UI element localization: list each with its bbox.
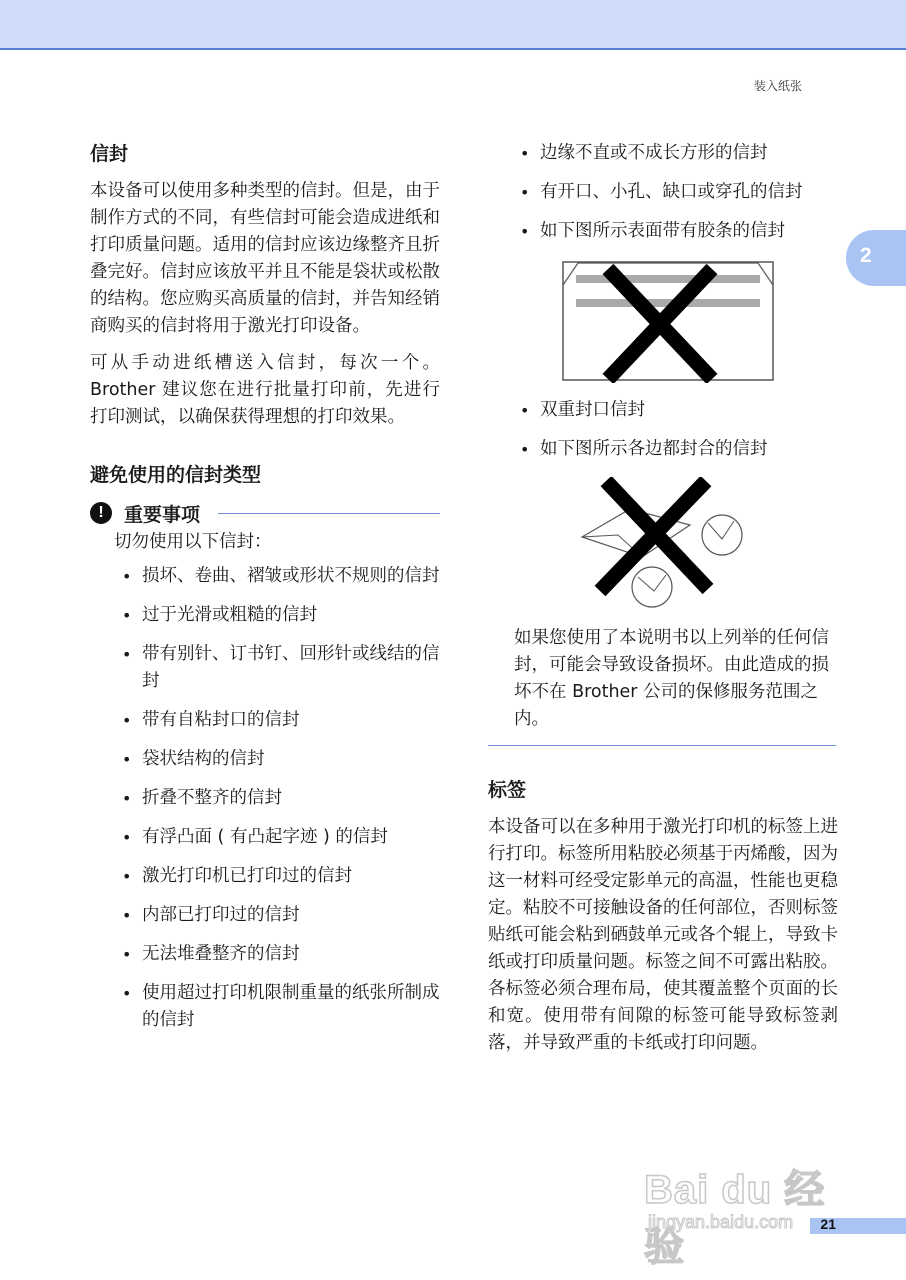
right-column xyxy=(488,140,838,1067)
sealed-edges-envelope-illustration xyxy=(570,477,750,613)
list-item: • 双重封口信封 xyxy=(514,397,838,424)
bullet-icon: • xyxy=(122,906,132,925)
bullet-icon: • xyxy=(520,401,530,420)
important-notice xyxy=(90,499,440,1034)
list-item: • 折叠不整齐的信封 xyxy=(116,785,440,812)
baidu-watermark xyxy=(644,1158,854,1269)
list-item: • 如下图所示各边都封合的信封 xyxy=(514,436,838,463)
list-item: • 激光打印机已打印过的信封 xyxy=(116,863,440,890)
envelopes-paragraph-2: 可从手动进纸槽送入信封，每次一个。 Brother 建议您在进行批量打印前，先进行打印测试，以确保获得理想的打印效果。 xyxy=(90,353,440,427)
watermark-brand: Bai du 经验 xyxy=(644,1168,826,1269)
bullet-icon: • xyxy=(520,183,530,202)
notice-intro: 切勿使用以下信封： xyxy=(114,532,272,552)
avoid-envelopes-heading: 避免使用的信封类型 xyxy=(90,464,262,486)
bullet-icon: • xyxy=(122,567,132,586)
top-color-band xyxy=(0,0,906,50)
damage-warning-note: 如果您使用了本说明书以上列举的任何信封，可能会导致设备损坏。由此造成的损坏不在 Brother 公司的保修服务范围之内。 xyxy=(514,628,829,729)
envelopes-paragraph-1: 本设备可以使用多种类型的信封。但是，由于制作方式的不同，有些信封可能会造成进纸和打印质量问题。适用的信封应该边缘整齐且折叠完好。信封应该放平并且不能是袋状或松散的结构。您应购买高质量的信封，并告知经销商购买的信封将用于激光打印设备。 xyxy=(90,181,440,336)
bullet-icon: • xyxy=(122,945,132,964)
adhesive-strip-envelope-illustration xyxy=(562,261,774,383)
crossed-out-envelope-icon xyxy=(562,261,774,383)
envelopes-heading: 信封 xyxy=(90,143,129,165)
avoid-list-continued-2 xyxy=(514,397,838,463)
page-number: 21 xyxy=(820,1216,836,1232)
running-header: 装入纸张 xyxy=(753,79,802,93)
notice-end-divider xyxy=(488,745,836,746)
notice-divider xyxy=(218,513,440,514)
list-item: • 使用超过打印机限制重量的纸张所制成的信封 xyxy=(116,980,440,1034)
bullet-icon: • xyxy=(520,440,530,459)
watermark-url: jingyan.baidu.com xyxy=(648,1212,794,1232)
bullet-icon: • xyxy=(122,750,132,769)
avoid-list-continued xyxy=(514,140,838,245)
crossed-out-sealed-envelope-icon xyxy=(570,477,750,613)
list-item: • 有开口、小孔、缺口或穿孔的信封 xyxy=(514,179,838,206)
list-item: • 有浮凸面 ( 有凸起字迹 ) 的信封 xyxy=(116,824,440,851)
list-item: • 内部已打印过的信封 xyxy=(116,902,440,929)
list-item: • 无法堆叠整齐的信封 xyxy=(116,941,440,968)
list-item: • 损坏、卷曲、褶皱或形状不规则的信封 xyxy=(116,563,440,590)
chapter-tab xyxy=(846,230,906,286)
left-column xyxy=(90,140,440,1046)
bullet-icon: • xyxy=(122,828,132,847)
notice-title: 重要事项 xyxy=(124,503,201,526)
labels-paragraph: 本设备可以在多种用于激光打印机的标签上进行打印。标签所用粘胶必须基于丙烯酸，因为这一材料可经受定影单元的高温，性能也更稳定。粘胶不可接触设备的任何部位，否则标签贴纸可能会粘到硒鼓单元或各个辊上，导致卡纸或打印质量问题。标签之间不可露出粘胶。各标签必须合理布局，使其覆盖整个页面的长和宽。使用带有间隙的标签可能导致标签剥落，并导致严重的卡纸或打印问题。 xyxy=(488,817,838,1053)
bullet-icon: • xyxy=(122,867,132,886)
list-item: • 袋状结构的信封 xyxy=(116,746,440,773)
chapter-number: 2 xyxy=(860,244,872,267)
labels-heading: 标签 xyxy=(488,779,527,801)
bullet-icon: • xyxy=(520,144,530,163)
exclamation-icon: ! xyxy=(90,502,112,524)
list-item: • 带有别针、订书钉、回形针或线结的信封 xyxy=(116,641,440,695)
bullet-icon: • xyxy=(122,789,132,808)
list-item: • 过于光滑或粗糙的信封 xyxy=(116,602,440,629)
bullet-icon: • xyxy=(122,606,132,625)
bullet-icon: • xyxy=(122,711,132,730)
bullet-icon: • xyxy=(520,222,530,241)
list-item: • 带有自粘封口的信封 xyxy=(116,707,440,734)
list-item: • 边缘不直或不成长方形的信封 xyxy=(514,140,838,167)
bullet-icon: • xyxy=(122,645,132,664)
avoid-list xyxy=(116,563,440,1034)
notice-header xyxy=(90,499,440,527)
bullet-icon: • xyxy=(122,984,132,1003)
list-item: • 如下图所示表面带有胶条的信封 xyxy=(514,218,838,245)
